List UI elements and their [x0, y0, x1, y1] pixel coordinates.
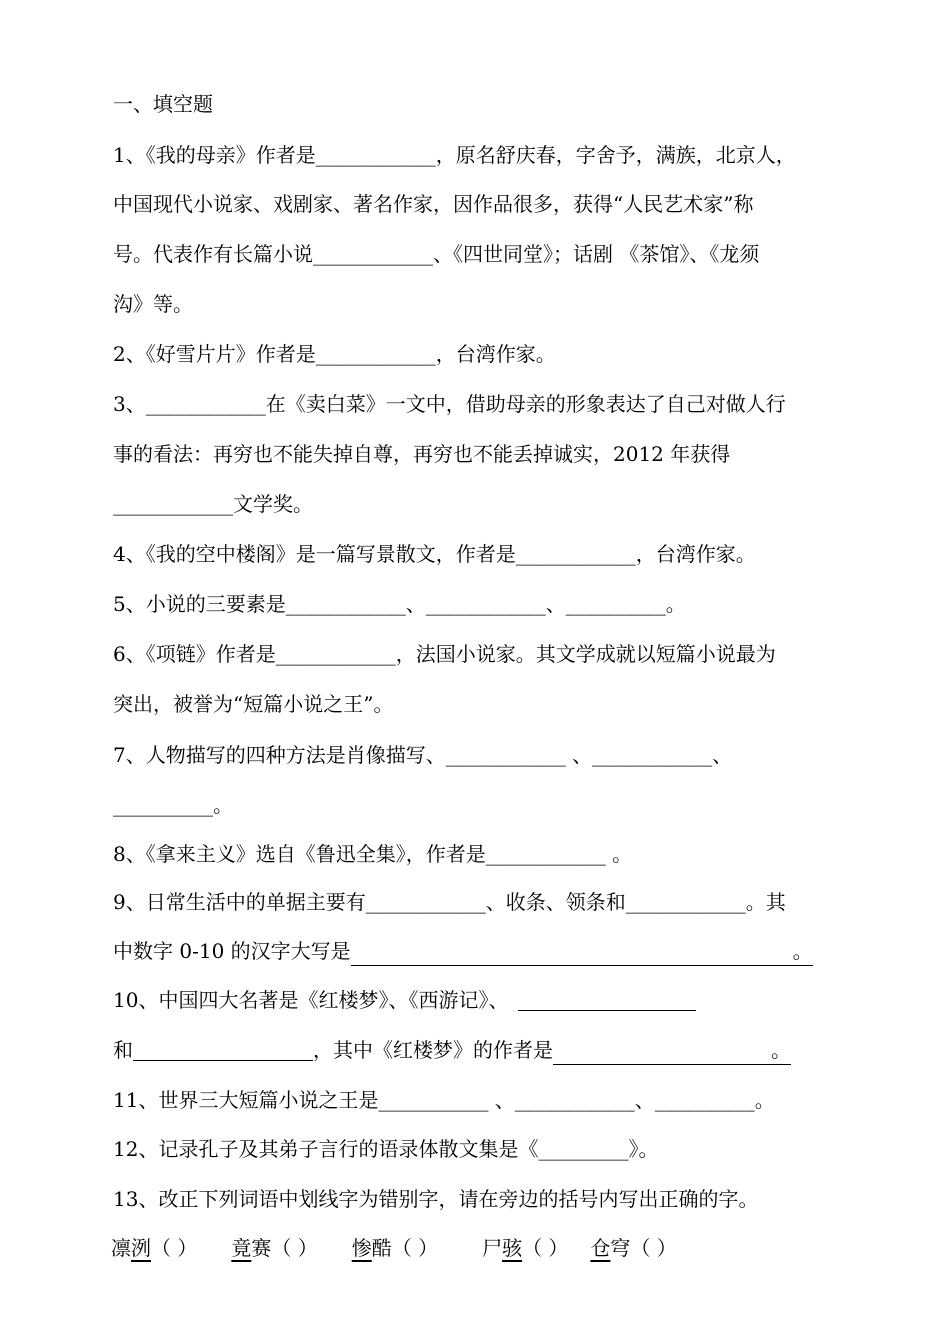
question-10-and: 和: [113, 1038, 133, 1062]
question-4: 4、《我的空中楼阁》是一篇写景散文，作者是____________，台湾作家。: [113, 542, 756, 566]
question-1-line-3: 号。代表作有长篇小说____________、《四世同堂》；话剧 《茶馆》、《龙须: [113, 242, 760, 266]
question-10-line-1-text: 10、中国四大名著是《红楼梦》、《西游记》、: [113, 988, 509, 1012]
section-heading: 一、填空题: [113, 92, 213, 116]
answer-paren: （ ）: [151, 1236, 198, 1260]
question-1-line-4: 沟》等。: [113, 292, 193, 316]
answer-blank-author: [553, 1036, 791, 1065]
answer-paren: （ ）: [522, 1236, 569, 1260]
answer-paren: （ ）: [271, 1236, 318, 1260]
underlined-char: 洌: [131, 1236, 151, 1260]
question-10-line-2: [113, 1036, 791, 1065]
answer-blank-novel-3: [518, 990, 696, 1011]
question-2: 2、《好雪片片》作者是____________，台湾作家。: [113, 342, 556, 366]
question-13: 13、改正下列词语中划线字为错别字，请在旁边的括号内写出正确的字。: [113, 1187, 759, 1211]
question-3-line-3: ____________文学奖。: [113, 492, 313, 516]
question-9-line-2-end: 。: [792, 939, 813, 963]
question-9-line-1: 9、日常生活中的单据主要有____________、收条、领条和____________。其: [113, 890, 786, 914]
answer-blank-numerals: [351, 937, 813, 966]
question-7-line-1: 7、人物描写的四种方法是肖像描写、____________ 、____________、: [113, 743, 733, 767]
question-3-line-2: 事的看法：再穷也不能失掉自尊，再穷也不能丢掉诚实，2012 年获得: [113, 442, 731, 466]
question-6-line-2: 突出，被誉为“短篇小说之王”。: [113, 692, 394, 716]
answer-paren: （ ）: [391, 1236, 439, 1260]
question-1-line-2: 中国现代小说家、戏剧家、著名作家，因作品很多，获得“人民艺术家”称: [113, 192, 754, 216]
word-item-5: 仓穹（ ）: [590, 1236, 677, 1260]
question-7-line-2: __________。: [113, 793, 233, 817]
word-item-4: 尸骇（ ）: [482, 1236, 569, 1260]
question-8: 8、《拿来主义》选自《鲁迅全集》，作者是____________ 。: [113, 842, 633, 866]
question-12: 12、记录孔子及其弟子言行的语录体散文集是《_________》。: [113, 1137, 659, 1161]
question-3-line-1: 3、____________在《卖白菜》一文中，借助母亲的形象表达了自己对做人行: [113, 392, 786, 416]
word-item-1: 凛洌（ ）: [111, 1236, 198, 1260]
question-6-line-1: 6、《项链》作者是____________，法国小说家。其文学成就以短篇小说最为: [113, 642, 776, 666]
question-10-line-2-end: 。: [771, 1038, 791, 1062]
question-11: 11、世界三大短篇小说之王是___________ 、____________、__________。: [113, 1088, 775, 1112]
word-correction-row: [111, 1234, 677, 1262]
question-9-line-2-text: 中数字 0-10 的汉字大写是: [113, 939, 351, 963]
underlined-char: 仓: [590, 1236, 611, 1260]
question-10-line-1: [113, 986, 696, 1014]
word-item-3: 惨酷（ ）: [351, 1236, 439, 1260]
underlined-char: 惨: [351, 1236, 372, 1260]
underlined-char: 竟: [231, 1236, 252, 1260]
answer-paren: （ ）: [630, 1236, 677, 1260]
question-9-line-2: [113, 937, 813, 966]
answer-blank-novel-4: [133, 1040, 313, 1061]
question-1-line-1: 1、《我的母亲》作者是____________，原名舒庆春，字舍予，满族，北京人，: [113, 143, 796, 167]
question-5: 5、小说的三要素是____________、____________、__________。: [113, 592, 686, 616]
question-10-line-2-text: ，其中《红楼梦》的作者是: [313, 1038, 553, 1062]
word-item-2: 竟赛（ ）: [231, 1236, 318, 1260]
underlined-char: 骇: [502, 1236, 523, 1260]
